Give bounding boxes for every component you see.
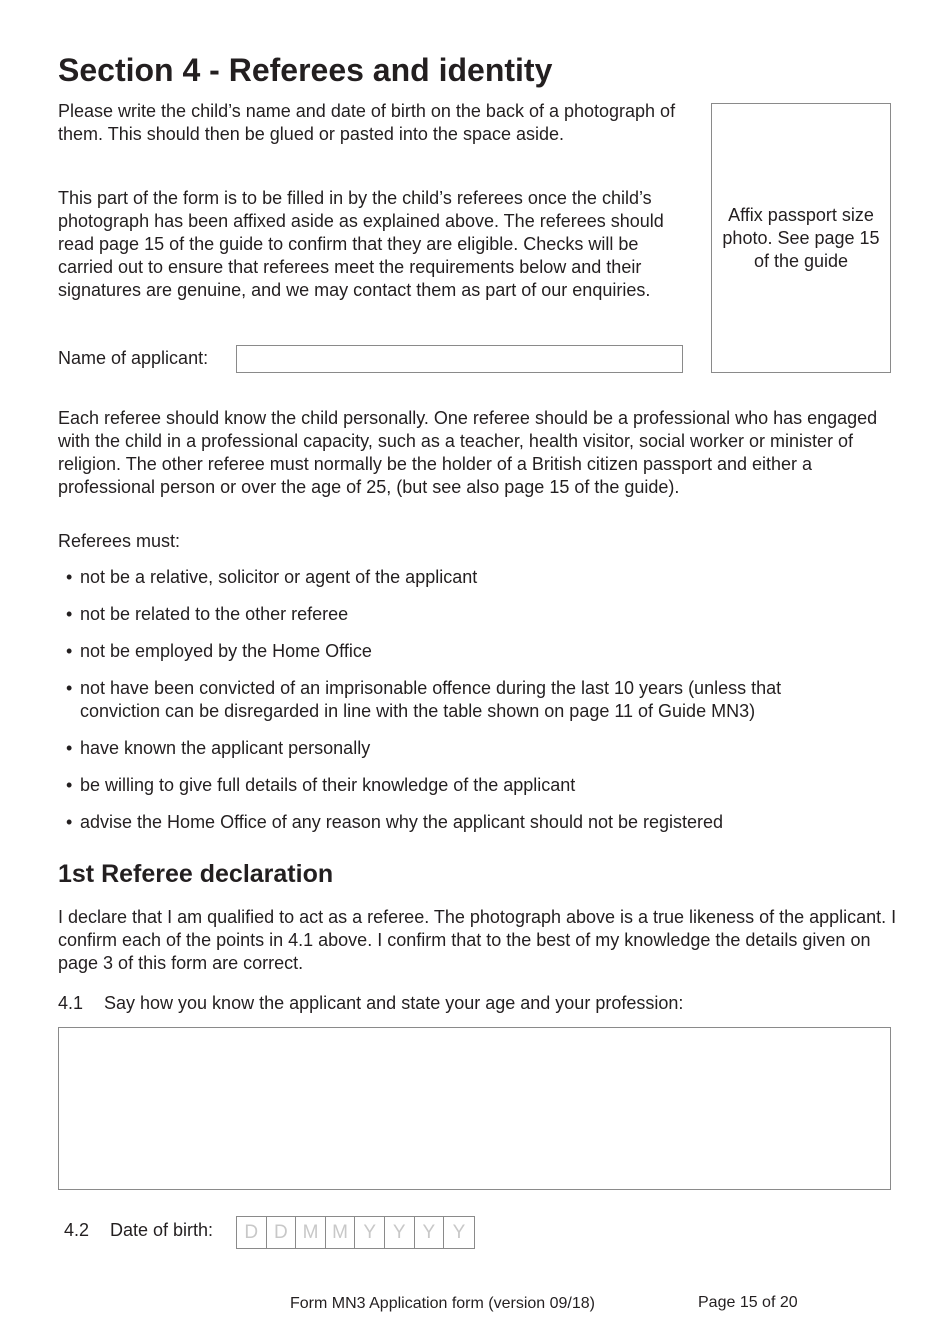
question-4-1-number: 4.1 [58,993,84,1013]
dob-month-digit[interactable]: M [326,1217,356,1248]
footer-page-number: Page 15 of 20 [698,1294,798,1311]
photo-box-instructions: Affix passport size photo. See page 15 of the guide [722,204,880,271]
list-item: • advise the Home Office of any reason why the applicant should not be registered [58,811,858,834]
list-item: • not be a relative, solicitor or agent of the applicant [58,566,858,589]
dob-year-digit[interactable]: Y [355,1217,385,1248]
dob-day-digit[interactable]: D [237,1217,267,1248]
dob-label: Date of birth: [110,1220,214,1240]
referee-relationship-textarea[interactable] [58,1027,891,1190]
list-item: • have known the applicant personally [58,737,858,760]
question-4-2-number: 4.2 [64,1220,90,1240]
dob-input[interactable] [236,1216,475,1249]
declaration-text: I declare that I am qualified to act as a referee. The photograph above is a true likeness of the applicant. I confirm each of the points in 4.1 above. I confirm that to the best of my knowledge the details given on page 3 of this form are correct. [58,907,897,973]
intro-paragraph-photo: Please write the child’s name and date of birth on the back of a photograph of them. This should then be glued or pasted into the space aside. [58,101,676,144]
dob-day-digit[interactable]: D [267,1217,297,1248]
intro-paragraph-referees: This part of the form is to be filled in by the child’s referees once the child’s photograph has been affixed aside as explained above. The referees should read page 15 of the guide to confirm that they are eligible. Checks will be carried out to ensure that referees meet the requirements below and their signatures are genuine, and we may contact them as part of our enquiries. [58,188,664,300]
requirements-list [58,566,858,848]
dob-year-digit[interactable]: Y [452,1222,466,1243]
dob-month-digit[interactable]: M [296,1217,326,1248]
declaration-title: 1st Referee declaration [58,860,334,888]
list-item: • not have been convicted of an imprisonable offence during the last 10 years (unless that conviction can be disregarded in line with the table shown on page 11 of Guide MN3) [58,677,858,723]
dob-year-digit[interactable]: Y [385,1217,415,1248]
section-title: Section 4 - Referees and identity [58,52,553,88]
list-item: • not be related to the other referee [58,603,858,626]
footer-form-name: Form MN3 Application form (version 09/18) [290,1295,595,1312]
dob-year-digit[interactable]: Y [415,1217,445,1248]
photo-box[interactable] [711,103,891,373]
referees-must-label: Referees must: [58,531,181,551]
list-item: • not be employed by the Home Office [58,640,858,663]
applicant-name-input[interactable] [236,345,683,373]
list-item: • be willing to give full details of their knowledge of the applicant [58,774,858,797]
referee-eligibility-text: Each referee should know the child personally. One referee should be a professional who has engaged with the child in a professional capacity, such as a teacher, health visitor, social worker or minister of religion. The other referee must normally be the holder of a British citizen passport and either a professional person or over the age of 25, (but see also page 15 of the guide). [58,408,878,497]
applicant-name-label: Name of applicant: [58,348,209,368]
question-4-1-label: Say how you know the applicant and state your age and your profession: [104,993,684,1013]
